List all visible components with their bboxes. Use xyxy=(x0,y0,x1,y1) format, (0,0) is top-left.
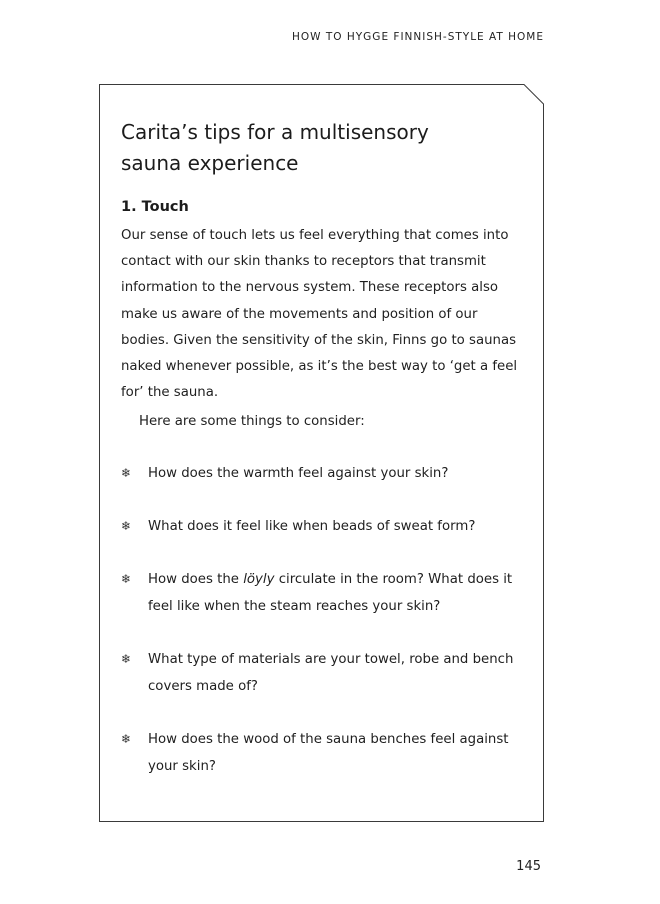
page-number: 145 xyxy=(516,859,541,874)
bullet-item xyxy=(121,513,531,540)
snowflake-icon: ❄ xyxy=(121,466,132,480)
bullet-text-start: How does the xyxy=(148,572,244,587)
running-head: HOW TO HYGGE FINNISH-STYLE AT HOME xyxy=(291,31,544,43)
bullet-text xyxy=(148,566,531,620)
bullet-item xyxy=(121,646,531,700)
intro-line: Here are some things to consider: xyxy=(139,414,365,429)
body-paragraph: Our sense of touch lets us feel everything that comes into contact with our skin thanks to receptors that transmit information to the nervous system. These receptors also make us aware of the movements and position of our bodies. Given the sensitivity of the skin, Finns go to saunas naked whenever possible, as it’s the best way to ‘get a feel for’ the sauna. xyxy=(121,228,518,401)
loyly-term: löyly xyxy=(243,572,275,587)
snowflake-icon: ❄ xyxy=(121,519,132,533)
bullet-item xyxy=(121,726,531,780)
box-title-line-1: Carita’s tips for a multisensory xyxy=(121,120,429,144)
bullet-text-end: circulate in the room? What does it feel like when the steam reaches your skin? xyxy=(148,572,513,614)
bullet-text: How does the warmth feel against your skin? xyxy=(148,466,449,481)
bullet-item xyxy=(121,460,531,487)
bullet-text: How does the wood of the sauna benches feel against your skin? xyxy=(148,732,509,774)
box-title-line-2: sauna experience xyxy=(121,151,299,175)
tips-box xyxy=(99,84,544,822)
section-heading: 1. Touch xyxy=(121,199,189,215)
tips-box-frame xyxy=(99,84,544,822)
bullet-text: What type of materials are your towel, robe and bench covers made of? xyxy=(148,652,514,694)
snowflake-icon: ❄ xyxy=(121,652,132,666)
snowflake-icon: ❄ xyxy=(121,732,132,746)
snowflake-icon: ❄ xyxy=(121,572,132,586)
bullet-text: What does it feel like when beads of sweat form? xyxy=(148,519,476,534)
bullet-item xyxy=(121,566,531,620)
box-title xyxy=(121,117,501,179)
